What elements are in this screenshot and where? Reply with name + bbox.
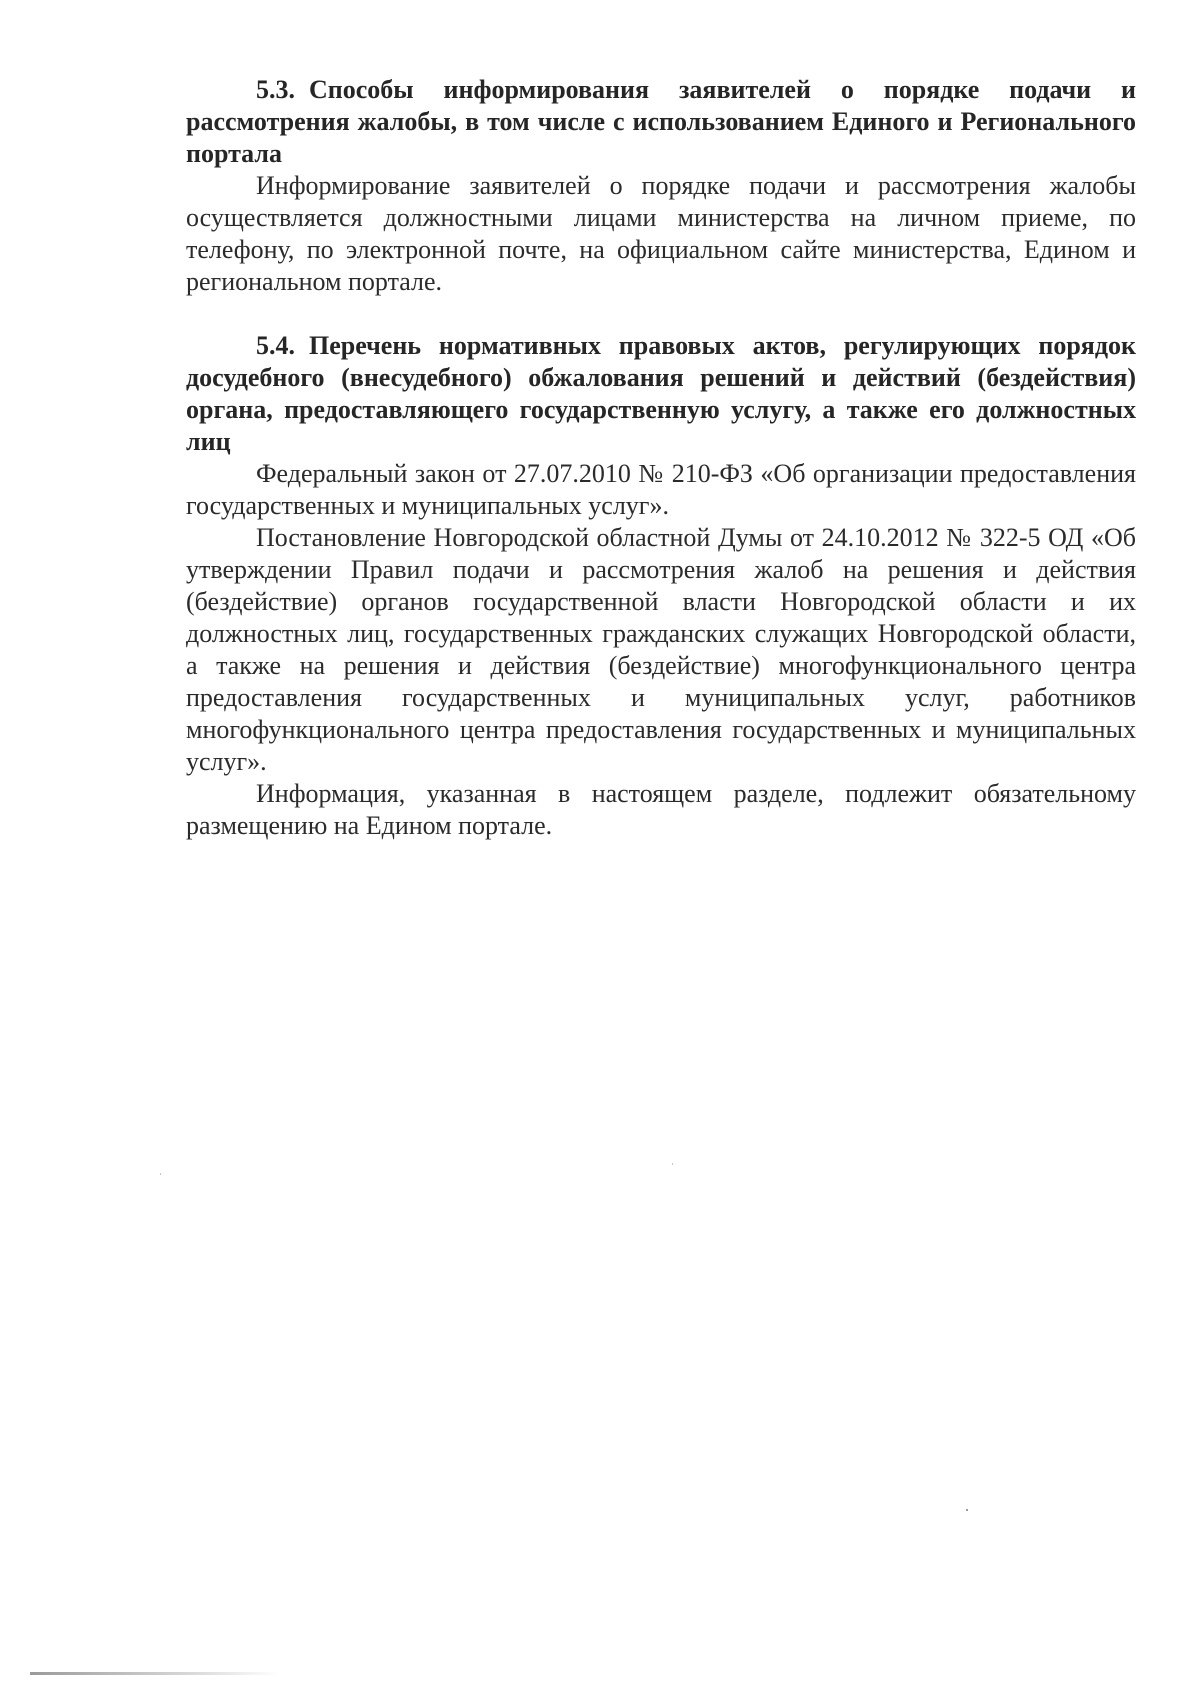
scan-speck [966,1509,968,1511]
section-spacer [186,298,1136,330]
section-5-3 [186,74,1136,298]
section-5-3-heading [186,74,1136,170]
section-5-3-paragraph-1: Информирование заявителей о порядке подачи и рассмотрения жалобы осуществляется должностными лицами министерства на личном приеме, по телефону, по электронной почте, на официальном сайте министерства, Едином и региональном портале. [186,171,1136,296]
section-5-4 [186,330,1136,842]
section-5-4-paragraph-1: Федеральный закон от 27.07.2010 № 210-ФЗ «Об организации предоставления государственных и муниципальных услуг». [186,459,1136,520]
document-body [186,74,1136,842]
section-5-3-number: 5.3. [256,75,295,104]
scan-speck [672,1163,673,1165]
section-5-3-title: Способы информирования заявителей о порядке подачи и рассмотрения жалобы, в том числе с использованием Единого и Регионального портала [186,75,1136,168]
scan-edge-smudge [30,1672,280,1675]
section-5-4-paragraph-2: Постановление Новгородской областной Думы от 24.10.2012 № 322-5 ОД «Об утверждении Правил подачи и рассмотрения жалоб на решения и действия (бездействие) органов государственной власти Новгородской области и их должностных лиц, государственных гражданских служащих Новгородской области, а также на решения и действия (бездействие) многофункционального центра предоставления государственных и муниципальных услуг, работников многофункционального центра предоставления государственных и муниципальных услуг». [186,523,1136,776]
scan-speck [160,1173,161,1175]
section-5-4-paragraph-3: Информация, указанная в настоящем разделе, подлежит обязательному размещению на Едином портале. [186,779,1136,840]
section-5-4-number: 5.4. [256,331,295,360]
section-5-4-heading [186,330,1136,458]
section-5-4-title: Перечень нормативных правовых актов, регулирующих порядок досудебного (внесудебного) обжалования решений и действий (бездействия) органа, предоставляющего государственную услугу, а также его должностных лиц [186,331,1136,456]
